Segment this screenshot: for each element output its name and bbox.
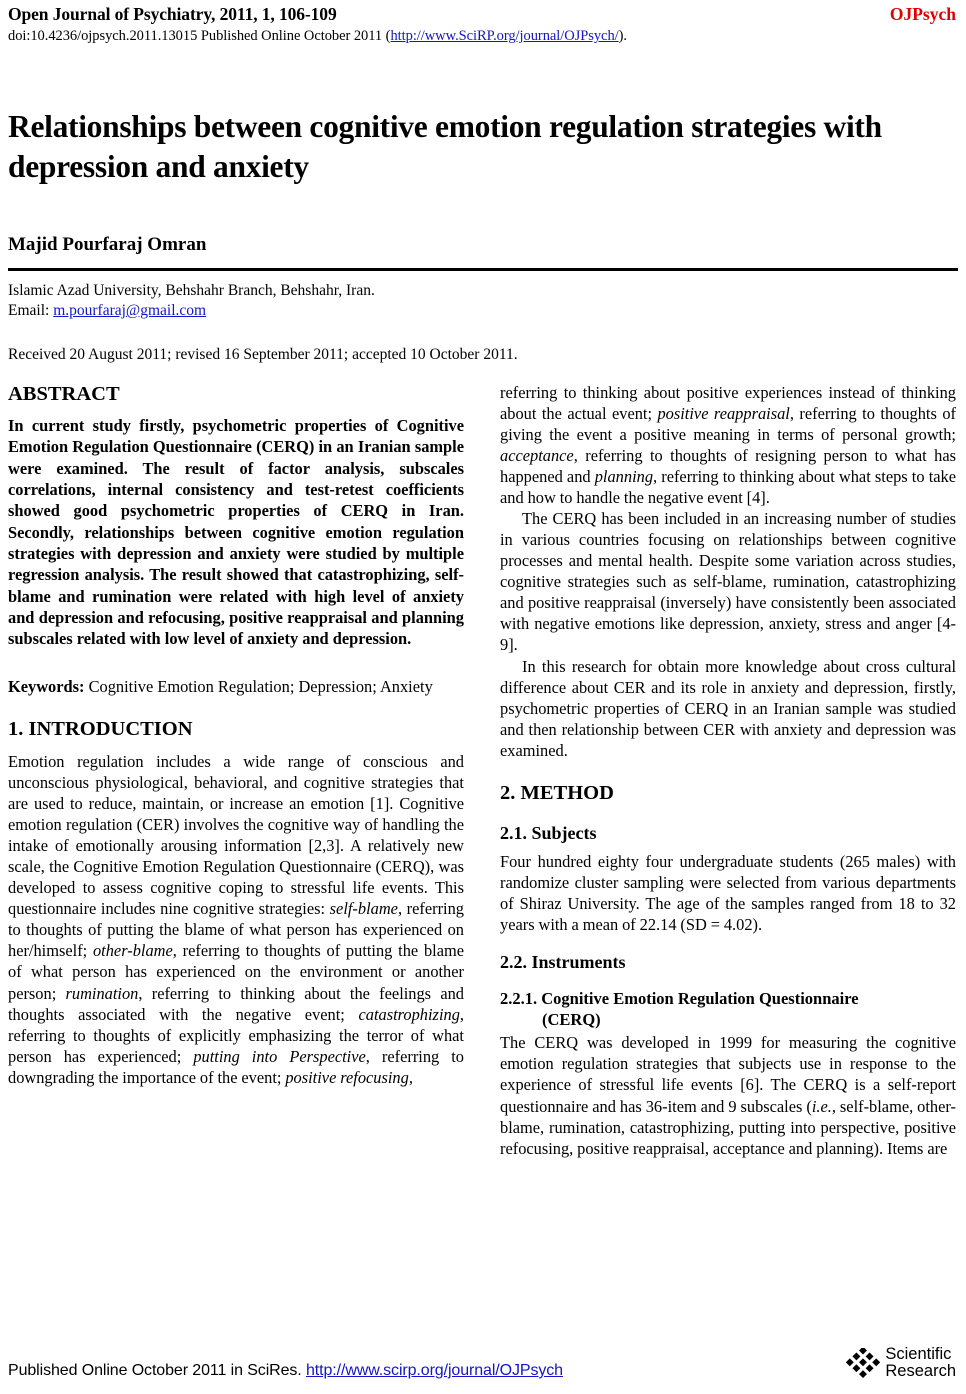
- cerq-studies-paragraph: The CERQ has been included in an increasing number of studies in various countries focusing on relationships between cognitive processes and mental health. Despite some variation across studies, cognitive strategies such as self-blame, rumination, catastrophizing and positive reappraisal (inversely) have consistently been associated with negative emotions like depression, anxiety, stress and anger [4-9].: [500, 509, 956, 655]
- journal-url-link[interactable]: http://www.SciRP.org/journal/OJPsych/: [390, 28, 619, 44]
- keywords-line: [8, 676, 464, 697]
- doi-suffix: ).: [618, 28, 627, 44]
- term-acceptance: acceptance: [500, 445, 574, 465]
- cerq-seg-a: The CERQ was developed in 1999 for measuring the cognitive emotion regulation strategies that subjects use in response to the experience of stressful life events [6]. The CERQ is a self-report questionnaire and has 36-item and 9 subscales (: [500, 1033, 956, 1116]
- cont-seg-b: , referring to thoughts of giving the event a positive meaning in terms of personal growth;: [500, 403, 956, 444]
- abstract-heading: ABSTRACT: [8, 382, 120, 405]
- cerq-seg-b: , self-blame, other-blame, rumination, catastrophizing, putting into perspective, positive refocusing, positive reappraisal, acceptance and planning). Items are: [500, 1096, 956, 1158]
- journal-abbreviation: OJPsych: [889, 4, 956, 24]
- page-title: Relationships between cognitive emotion regulation strategies with depression and anxiety: [8, 109, 882, 185]
- introduction-heading: 1. INTRODUCTION: [8, 718, 193, 741]
- cont-seg-a: referring to thinking about positive experiences instead of thinking about the actual event;: [500, 382, 956, 423]
- running-head: [8, 0, 958, 25]
- email-link[interactable]: m.pourfaraj@gmail.com: [53, 302, 207, 320]
- intro-seg-d: , referring to thinking about the feelings and thoughts associated with the negative event;: [8, 983, 464, 1024]
- cerq-description-paragraph: [500, 1032, 956, 1158]
- title-divider: [8, 268, 958, 271]
- intro-seg-b: , referring to thoughts of putting the blame of what person has experienced on her/himself;: [8, 899, 464, 961]
- cerq-heading-line1: 2.2.1. Cognitive Emotion Regulation Questionnaire: [500, 989, 859, 1009]
- publisher-name: [885, 1346, 956, 1380]
- intro-seg-g: ,: [408, 1067, 413, 1087]
- author-name: Majid Pourfaraj Omran: [8, 233, 207, 255]
- page-footer: [8, 1346, 958, 1380]
- research-aim-paragraph: In this research for obtain more knowledge about cross cultural difference about CER and its role in anxiety and depression, firstly, psychometric properties of CERQ in an Iranian sample was studied and then relationship between CER with anxiety and depression was examined.: [500, 656, 956, 760]
- publisher-name-line1: Scientific: [885, 1345, 952, 1364]
- publisher-name-line2: Research: [885, 1362, 956, 1381]
- email-label: Email:: [8, 302, 54, 320]
- method-heading: 2. METHOD: [500, 781, 614, 804]
- subjects-paragraph: Four hundred eighty four undergraduate students (265 males) with randomize cluster sampling were selected from various departments of Shiraz University. The age of the samples ranged from 18 to 32 years with a mean of 22.14 (SD = 4.02).: [500, 852, 956, 935]
- right-column: [500, 382, 956, 1159]
- footer-journal-link[interactable]: http://www.scirp.org/journal/OJPsych: [306, 1362, 563, 1379]
- term-positive-reappraisal: positive reappraisal: [657, 403, 790, 423]
- abstract-text: In current study firstly, psychometric properties of Cognitive Emotion Regulation Questionnaire (CERQ) in an Iranian sample were examined. The result of factor analysis, subscales correlations, internal consistency and test-retest coefficients showed good psychometric properties of CERQ in Iran. Secondly, relationships between cognitive emotion regulation strategies with depression and anxiety were studied by multiple regression analysis. The result showed that catastrophizing, self-blame and rumination were related with high level of anxiety and depression and refocusing, positive reappraisal and planning subscales related with low level of anxiety and depression.: [8, 416, 464, 649]
- diamond-pattern-icon: [846, 1348, 880, 1378]
- scientific-research-logo: [846, 1346, 958, 1380]
- intro-continuation-paragraph: [500, 382, 956, 508]
- affiliation-text: Islamic Azad University, Behshahr Branch, Behshahr, Iran.: [8, 281, 375, 299]
- keywords-label: Keywords:: [8, 676, 85, 696]
- footer-publication-line: [8, 1362, 563, 1380]
- cerq-heading-line2: (CERQ): [542, 1009, 601, 1029]
- term-catastrophizing: catastrophizing: [358, 1004, 460, 1024]
- keywords-value: Cognitive Emotion Regulation; Depression; Anxiety: [88, 676, 433, 696]
- term-positive-refocusing: positive refocusing: [285, 1067, 409, 1087]
- affiliation-block: [8, 281, 958, 322]
- term-rumination: rumination: [65, 983, 139, 1003]
- term-putting-into-perspective: putting into Perspective: [193, 1046, 366, 1066]
- footer-text-prefix: Published Online October 2011 in SciRes.: [8, 1362, 306, 1379]
- term-ie: i.e.: [811, 1096, 832, 1116]
- submission-dates: Received 20 August 2011; revised 16 September 2011; accepted 10 October 2011.: [8, 345, 518, 363]
- intro-seg-c: , referring to thoughts of putting the blame of what person has experienced on the environment or another person;: [8, 941, 464, 1003]
- journal-citation: Open Journal of Psychiatry, 2011, 1, 106-109: [8, 4, 337, 24]
- intro-seg-a: Emotion regulation includes a wide range of conscious and unconscious physiological, behavioral, and cognitive strategies that are used to reduce, maintain, or increase an emotion [1]. Cognitive emotion regulation (CER) involves the cognitive way of handling the intake of emotionally arousing information [2,3]. A relatively new scale, the Cognitive Emotion Regulation Questionnaire (CERQ), was developed to assess cognitive coping to stressful life events. This questionnaire includes nine cognitive strategies:: [8, 751, 464, 919]
- cerq-heading: [500, 989, 956, 1030]
- cont-seg-d: , referring to thinking about what steps to take and how to handle the negative event [4].: [500, 466, 956, 507]
- term-self-blame: self-blame: [329, 899, 398, 919]
- term-planning: planning: [594, 466, 654, 486]
- email-line: [8, 301, 958, 321]
- intro-seg-e: , referring to thoughts of explicitly emphasizing the terror of what person has experienced;: [8, 1004, 464, 1066]
- body-columns: [8, 382, 958, 1159]
- left-column: [8, 382, 464, 1159]
- term-other-blame: other-blame: [92, 941, 173, 961]
- doi-text: doi:10.4236/ojpsych.2011.13015 Published Online October 2011 (: [8, 28, 391, 44]
- instruments-heading: 2.2. Instruments: [500, 952, 626, 973]
- subjects-heading: 2.1. Subjects: [500, 822, 597, 843]
- introduction-paragraph: [8, 751, 464, 1088]
- cont-seg-c: , referring to thoughts of resigning person to what has happened and: [500, 445, 956, 486]
- doi-line: [8, 28, 958, 45]
- intro-seg-f: , referring to downgrading the importance of the event;: [8, 1046, 464, 1087]
